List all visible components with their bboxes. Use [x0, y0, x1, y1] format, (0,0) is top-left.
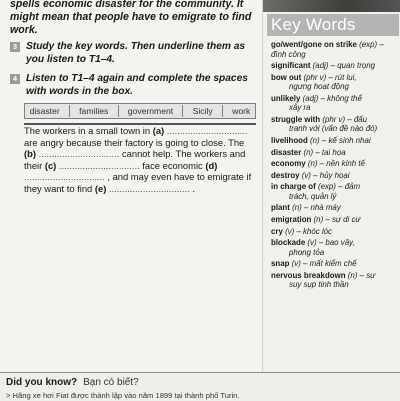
passage-text: cannot help. The workers and their: [24, 148, 246, 171]
passage-text: , and may even have to emigrate if they want to find: [24, 171, 252, 194]
intro-text: spells economic disaster for the community. It might mean that people have to emigrate to find work.: [10, 0, 252, 36]
did-you-know-title-vi: Bạn có biết?: [83, 377, 139, 388]
key-word-item: bow out (phr v) – rút lui, ngưng hoạt động: [271, 72, 357, 92]
key-word-item: cry (v) – khóc lóc: [271, 226, 332, 236]
word-box-item: government: [127, 106, 174, 116]
key-words-title: Key Words: [267, 14, 399, 36]
word-box: [24, 103, 256, 119]
word-box-item: Sicily: [192, 106, 213, 116]
key-word-item: emigration (n) – sự di cư: [271, 215, 361, 225]
blank-c[interactable]: ...............................: [58, 159, 140, 171]
key-word-item: blockade (v) – bao vây, phong tỏa: [271, 238, 355, 257]
did-you-know-box: [0, 372, 400, 401]
key-words-list: [271, 40, 400, 292]
key-word-item: disaster (n) – tai họa: [271, 147, 346, 157]
blank-d[interactable]: ...............................: [24, 171, 105, 183]
blank-b[interactable]: ...............................: [38, 148, 120, 160]
task-4-instruction: Listen to T1–4 again and complete the spaces with words in the box.: [26, 73, 248, 97]
gap-label-a: (a): [152, 125, 165, 136]
task-3-instruction: Study the key words. Then underline them as you listen to T1–4.: [26, 41, 246, 65]
word-box-item: families: [79, 106, 109, 116]
key-word-item: livelihood (n) – kế sinh nhai: [271, 135, 371, 145]
key-word-item: destroy (v) – hủy hoại: [271, 170, 350, 180]
did-you-know-title: [6, 377, 139, 388]
blank-e[interactable]: ...............................: [108, 182, 190, 194]
key-word-item: go/went/gone on strike (exp) – đình công: [271, 40, 384, 59]
passage-text: The workers in a small town in: [24, 125, 153, 136]
passage-text: face economic: [139, 159, 206, 171]
photo-strip: [263, 0, 400, 12]
gap-label-b: (b): [24, 148, 36, 160]
key-word-item: snap (v) – mất kiểm chế: [271, 259, 357, 269]
word-box-divider: [118, 105, 119, 117]
blank-a[interactable]: ...............................: [166, 125, 248, 136]
did-you-know-fact: > Hãng xe hơi Fiat được thành lập vào năm 1899 tại thành phố Turin.: [6, 391, 240, 400]
passage-text: are angry because their factory is going to close. The: [24, 136, 245, 148]
word-box-divider: [222, 105, 223, 117]
word-box-divider: [182, 105, 183, 117]
word-box-item: disaster: [29, 106, 60, 116]
word-box-item: work: [232, 106, 251, 116]
key-word-item: nervous breakdown (n) – sự suy sụp tinh thần: [271, 270, 376, 290]
gap-fill-passage: [24, 125, 256, 195]
key-word-item: struggle with (phr v) – đấu tranh với (vấn đề nào đó): [271, 114, 378, 134]
key-word-item: unlikely (adj) – không thể xảy ra: [271, 93, 362, 113]
key-word-item: economy (n) – nền kinh tế: [271, 159, 365, 169]
key-word-item: plant (n) – nhà máy: [271, 203, 341, 213]
key-word-item: significant (adj) – quan trọng: [271, 61, 375, 71]
did-you-know-title-en: Did you know?: [6, 377, 78, 388]
gap-label-d: (d): [205, 159, 218, 171]
key-word-item: in charge of (exp) – đảm trách, quản lý: [271, 182, 361, 201]
task-4: [10, 73, 258, 98]
task-4-number: 4: [10, 74, 20, 84]
key-words-panel: [262, 0, 400, 372]
gap-label-c: (c): [44, 159, 57, 171]
task-3-number: 3: [10, 42, 20, 52]
word-box-divider: [69, 105, 70, 117]
gap-label-e: (e): [94, 182, 107, 194]
task-3: [10, 41, 258, 66]
passage-text: .: [189, 182, 195, 194]
